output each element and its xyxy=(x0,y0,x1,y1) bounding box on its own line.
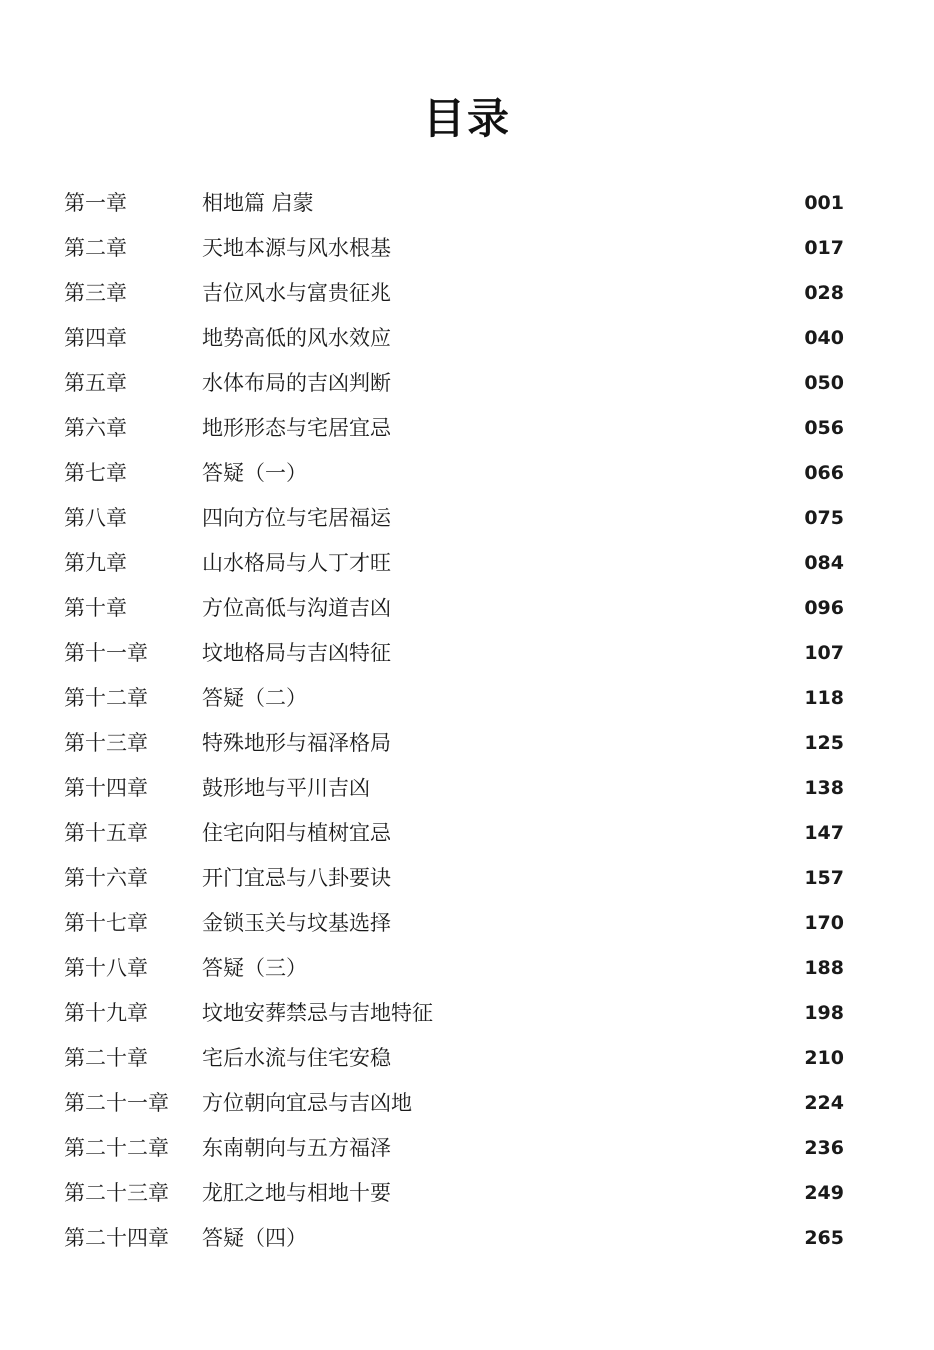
chapter-number: 第三章 xyxy=(64,281,127,305)
chapter-number: 第二十一章 xyxy=(64,1091,169,1115)
page-number: 056 xyxy=(804,417,844,439)
chapter-title: 天地本源与风水根基 xyxy=(202,236,391,260)
page-number: 125 xyxy=(804,732,844,754)
chapter-title: 答疑（四） xyxy=(202,1226,307,1250)
page-number: 265 xyxy=(804,1227,844,1249)
chapter-number: 第六章 xyxy=(64,416,127,440)
chapter-title: 鼓形地与平川吉凶 xyxy=(202,776,370,800)
toc-entry xyxy=(0,361,934,406)
toc-entry xyxy=(0,1216,934,1261)
chapter-number: 第十八章 xyxy=(64,956,148,980)
chapter-title: 金锁玉关与坟基选择 xyxy=(202,911,391,935)
chapter-number: 第七章 xyxy=(64,461,127,485)
page-number: 096 xyxy=(804,597,844,619)
chapter-title: 答疑（三） xyxy=(202,956,307,980)
chapter-title: 宅后水流与住宅安稳 xyxy=(202,1046,391,1070)
chapter-number: 第十六章 xyxy=(64,866,148,890)
chapter-number: 第五章 xyxy=(64,371,127,395)
toc-entry xyxy=(0,856,934,901)
toc-entry xyxy=(0,226,934,271)
chapter-number: 第二十二章 xyxy=(64,1136,169,1160)
table-of-contents xyxy=(0,181,934,1261)
toc-entry xyxy=(0,766,934,811)
chapter-number: 第十一章 xyxy=(64,641,148,665)
chapter-number: 第二章 xyxy=(64,236,127,260)
chapter-number: 第十三章 xyxy=(64,731,148,755)
page-number: 157 xyxy=(804,867,844,889)
chapter-title: 方位朝向宜忌与吉凶地 xyxy=(202,1091,412,1115)
chapter-title: 地势高低的风水效应 xyxy=(202,326,391,350)
toc-entry xyxy=(0,496,934,541)
page-title: 目录 xyxy=(422,94,511,143)
toc-entry xyxy=(0,181,934,226)
chapter-title: 吉位风水与富贵征兆 xyxy=(202,281,391,305)
chapter-number: 第十二章 xyxy=(64,686,148,710)
chapter-number: 第十七章 xyxy=(64,911,148,935)
toc-entry xyxy=(0,1126,934,1171)
chapter-number: 第二十三章 xyxy=(64,1181,169,1205)
chapter-title: 坟地安葬禁忌与吉地特征 xyxy=(202,1001,433,1025)
chapter-number: 第十九章 xyxy=(64,1001,148,1025)
chapter-title: 山水格局与人丁才旺 xyxy=(202,551,391,575)
page-number: 040 xyxy=(804,327,844,349)
chapter-title: 答疑（二） xyxy=(202,686,307,710)
chapter-title: 方位高低与沟道吉凶 xyxy=(202,596,391,620)
page-number: 224 xyxy=(804,1092,844,1114)
toc-entry xyxy=(0,721,934,766)
chapter-title: 四向方位与宅居福运 xyxy=(202,506,391,530)
page-number: 118 xyxy=(804,687,844,709)
page-number: 050 xyxy=(804,372,844,394)
page-number: 001 xyxy=(804,192,844,214)
chapter-title: 坟地格局与吉凶特征 xyxy=(202,641,391,665)
chapter-number: 第八章 xyxy=(64,506,127,530)
chapter-number: 第九章 xyxy=(64,551,127,575)
chapter-number: 第一章 xyxy=(64,191,127,215)
page-number: 170 xyxy=(804,912,844,934)
page-number: 028 xyxy=(804,282,844,304)
chapter-title: 答疑（一） xyxy=(202,461,307,485)
chapter-title: 水体布局的吉凶判断 xyxy=(202,371,391,395)
toc-entry xyxy=(0,631,934,676)
chapter-title: 龙肛之地与相地十要 xyxy=(202,1181,391,1205)
chapter-title: 开门宜忌与八卦要诀 xyxy=(202,866,391,890)
toc-entry xyxy=(0,271,934,316)
page-number: 075 xyxy=(804,507,844,529)
toc-entry xyxy=(0,316,934,361)
page-number: 107 xyxy=(804,642,844,664)
chapter-title: 相地篇 启蒙 xyxy=(202,191,314,215)
toc-entry xyxy=(0,946,934,991)
chapter-number: 第十四章 xyxy=(64,776,148,800)
toc-entry xyxy=(0,676,934,721)
toc-entry xyxy=(0,1081,934,1126)
chapter-title: 特殊地形与福泽格局 xyxy=(202,731,391,755)
toc-entry xyxy=(0,586,934,631)
page-number: 198 xyxy=(804,1002,844,1024)
toc-entry xyxy=(0,1171,934,1216)
page-number: 147 xyxy=(804,822,844,844)
page-number: 236 xyxy=(804,1137,844,1159)
toc-entry xyxy=(0,406,934,451)
toc-entry xyxy=(0,451,934,496)
page-number: 084 xyxy=(804,552,844,574)
page-number: 249 xyxy=(804,1182,844,1204)
toc-entry xyxy=(0,541,934,586)
toc-entry xyxy=(0,991,934,1036)
page-number: 210 xyxy=(804,1047,844,1069)
chapter-number: 第二十章 xyxy=(64,1046,148,1070)
chapter-title: 地形形态与宅居宜忌 xyxy=(202,416,391,440)
chapter-number: 第十五章 xyxy=(64,821,148,845)
page-number: 138 xyxy=(804,777,844,799)
page-number: 017 xyxy=(804,237,844,259)
toc-entry xyxy=(0,811,934,856)
toc-entry xyxy=(0,901,934,946)
page-number: 188 xyxy=(804,957,844,979)
page-number: 066 xyxy=(804,462,844,484)
toc-entry xyxy=(0,1036,934,1081)
chapter-number: 第四章 xyxy=(64,326,127,350)
chapter-title: 住宅向阳与植树宜忌 xyxy=(202,821,391,845)
chapter-number: 第二十四章 xyxy=(64,1226,169,1250)
chapter-title: 东南朝向与五方福泽 xyxy=(202,1136,391,1160)
chapter-number: 第十章 xyxy=(64,596,127,620)
